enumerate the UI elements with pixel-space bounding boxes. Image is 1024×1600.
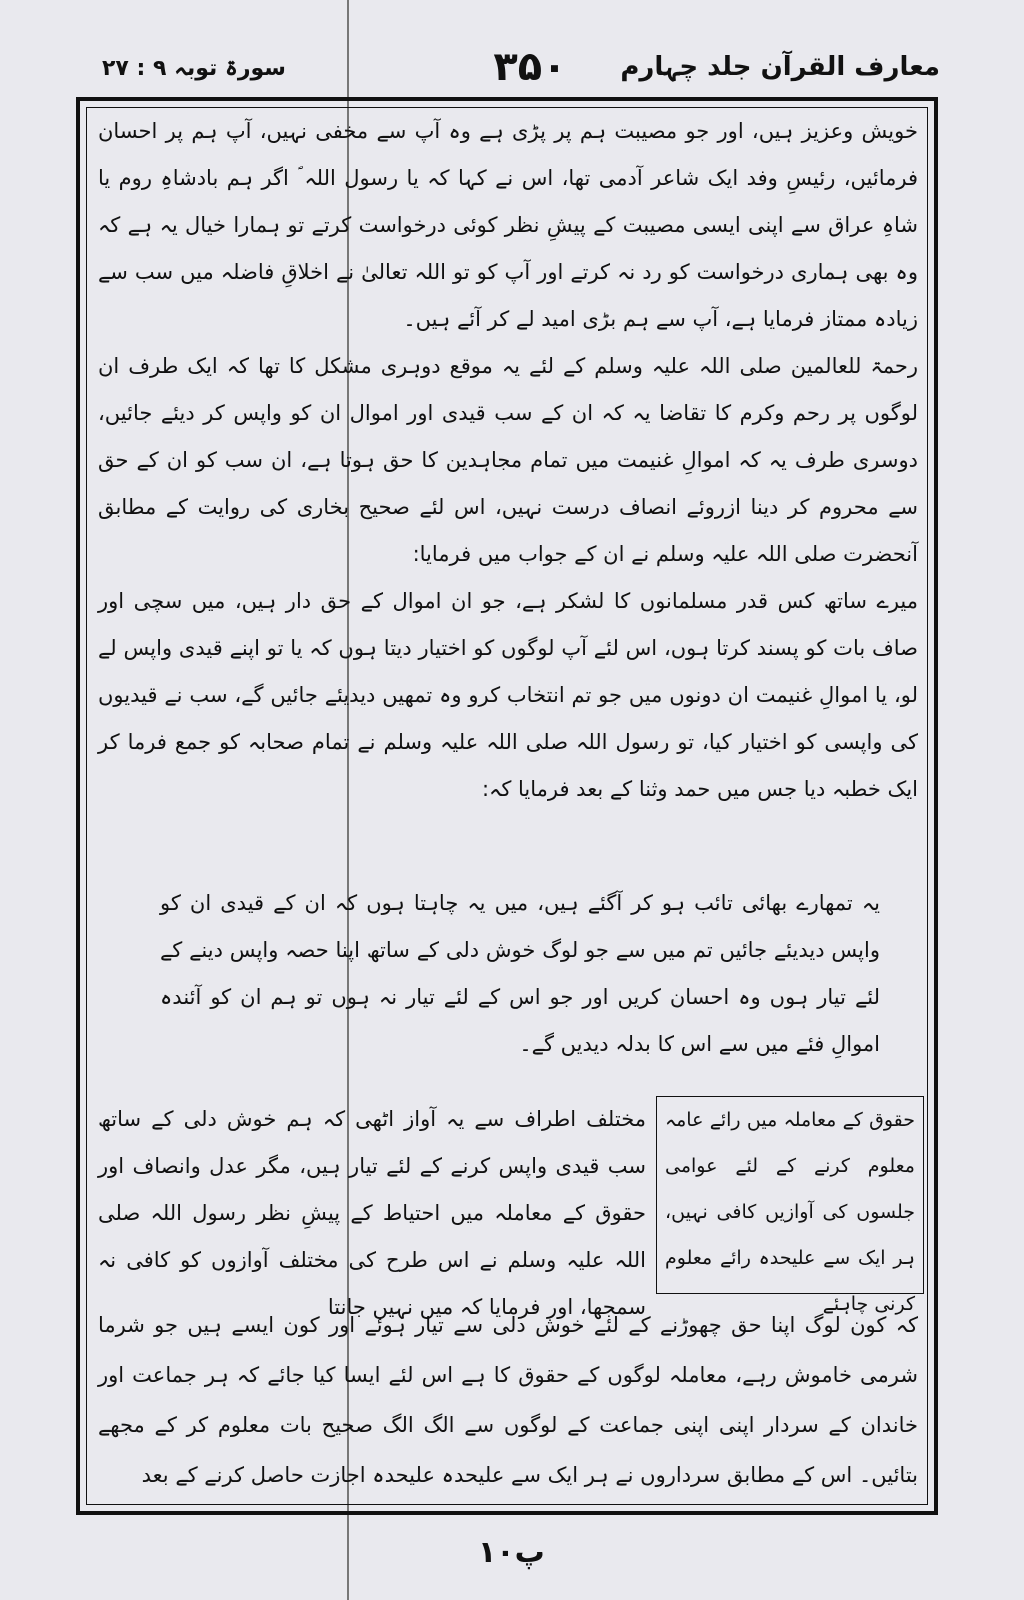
quote-text: یہ تمھارے بھائی تائب ہو کر آگئے ہیں، میں یہ چاہتا ہوں کہ ان کے قیدی ان کو واپس دیدیئے جائیں تم میں سے جو لوگ خوش دلی کے ساتھ اپنا حصہ واپس دینے کے لئے تیار ہوں وہ احسان کریں اور جو اس کے لئے تیار نہ ہوں تو ہم ان کو آئندہ اموالِ فئے میں سے اس کا بدلہ دیدیں گے۔ xyxy=(160,891,880,1056)
side-note-box xyxy=(656,1096,924,1315)
header-book-title: معارف القرآن جلد چہارم xyxy=(620,52,940,82)
quoted-sermon xyxy=(160,880,880,1068)
side-note-text: حقوق کے معاملہ میں رائے عامہ معلوم کرنے کے لئے عوامی جلسوں کی آوازیں کافی نہیں، ہر ایک سے علیحدہ رائے معلوم کرنی چاہئے xyxy=(665,1109,915,1315)
bottom-paragraph xyxy=(98,1300,918,1500)
header-surah-reference: سورۃ توبہ ۹ : ۲۷ xyxy=(102,56,286,81)
bottom-paragraph-text: کہ کون لوگ اپنا حق چھوڑنے کے لئے خوش دلی سے تیار ہوئے اور کون ایسے ہیں جو شرما شرمی خاموش رہے، معاملہ لوگوں کے حقوق کا ہے اس لئے ایسا کیا جائے کہ ہر جماعت اور خاندان کے سردار اپنی اپنی جماعت کے لوگوں سے الگ الگ صحیح بات معلوم کر کے مجھے بتائیں۔ اس کے مطابق سرداروں نے ہر ایک سے علیحدہ علیحدہ اجازت حاصل کرنے کے بعد xyxy=(98,1313,918,1487)
paragraph-3: میرے ساتھ کس قدر مسلمانوں کا لشکر ہے، جو ان اموال کے حق دار ہیں، میں سچی اور صاف بات کو پسند کرتا ہوں، اس لئے آپ لوگوں کو اختیار دیتا ہوں کہ یا تو اپنے قیدی واپس لے لو، یا اموالِ غنیمت ان دونوں میں جو تم انتخاب کرو وہ تمھیں دیدیئے جائیں گے، سب نے قیدیوں کی واپسی کو اختیار کیا، تو رسول اللہ صلی اللہ علیہ وسلم نے تمام صحابہ کو جمع فرما کر ایک خطبہ دیا جس میں حمد وثنا کے بعد فرمایا کہ: xyxy=(98,589,918,801)
page-number: ۳۵۰ xyxy=(493,44,567,90)
side-main-text xyxy=(98,1096,646,1331)
paragraph-2: رحمۃ للعالمین صلی اللہ علیہ وسلم کے لئے یہ موقع دوہری مشکل کا تھا کہ ایک طرف ان لوگوں پر رحم وکرم کا تقاضا یہ کہ ان کے سب قیدی اور اموال ان کو واپس کر دیئے جائیں، دوسری طرف یہ کہ اموالِ غنیمت میں تمام مجاہدین کا حق ہوتا ہے، ان سب کو ان کے حق سے محروم کر دینا ازروئے انصاف درست نہیں، اس لئے صحیح بخاری کی روایت کے مطابق آنحضرت صلی اللہ علیہ وسلم نے ان کے جواب میں فرمایا: xyxy=(98,354,918,566)
footer-mark: پ۱۰ xyxy=(478,1535,545,1570)
side-main-paragraph: مختلف اطراف سے یہ آواز اٹھی کہ ہم خوش دلی کے ساتھ سب قیدی واپس کرنے کے لئے تیار ہیں، مگر عدل وانصاف اور حقوق کے معاملہ میں احتیاط کے پیشِ نظر رسول اللہ صلی اللہ علیہ وسلم نے اس طرح کی مختلف آوازوں کو کافی نہ سمجھا، اور فرمایا کہ میں نہیں جانتا xyxy=(98,1107,646,1319)
body-paragraphs xyxy=(98,108,918,813)
page-header xyxy=(80,44,940,94)
paragraph-1: خویش وعزیز ہیں، اور جو مصیبت ہم پر پڑی ہے وہ آپ سے مخفی نہیں، آپ ہم پر احسان فرمائیں، رئیسِ وفد ایک شاعر آدمی تھا، اس نے کہا کہ یا رسول اللہ ؐ اگر ہم بادشاہِ روم یا شاہِ عراق سے اپنی ایسی مصیبت کے پیشِ نظر کوئی درخواست کرتے تو ہمارا خیال یہ ہے کہ وہ بھی ہماری درخواست کو رد نہ کرتے اور آپ کو تو اللہ تعالیٰ نے اخلاقِ فاضلہ میں سب سے زیادہ ممتاز فرمایا ہے، آپ سے ہم بڑی امید لے کر آئے ہیں۔ xyxy=(98,119,918,331)
